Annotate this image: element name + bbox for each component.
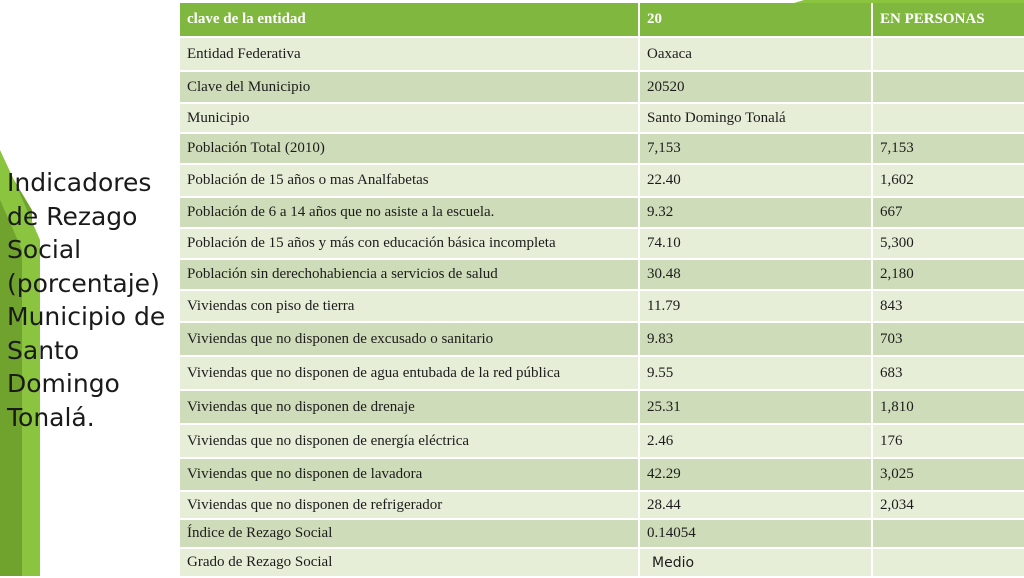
persons-cell: 1,810	[872, 390, 1024, 424]
persons-cell: 683	[872, 356, 1024, 390]
table-row	[180, 390, 1024, 424]
indicator-label-cell: Entidad Federativa	[180, 37, 639, 71]
indicator-label-cell: Población de 6 a 14 años que no asiste a la escuela.	[180, 197, 639, 228]
header-cell: 20	[639, 3, 872, 37]
percentage-cell: 0.14054	[639, 519, 872, 548]
percentage-cell: Santo Domingo Tonalá	[639, 103, 872, 133]
persons-cell	[872, 71, 1024, 103]
percentage-cell: 7,153	[639, 133, 872, 164]
percentage-cell: 11.79	[639, 290, 872, 322]
table-row	[180, 458, 1024, 491]
table-row	[180, 37, 1024, 71]
indicator-label-cell: Grado de Rezago Social	[180, 548, 639, 577]
percentage-cell: 9.55	[639, 356, 872, 390]
percentage-cell: Medio	[639, 548, 872, 577]
indicator-label-cell: Índice de Rezago Social	[180, 519, 639, 548]
header-cell: EN PERSONAS	[872, 3, 1024, 37]
table-row	[180, 519, 1024, 548]
table-row	[180, 103, 1024, 133]
indicator-label-cell: Viviendas que no disponen de drenaje	[180, 390, 639, 424]
percentage-cell: 28.44	[639, 491, 872, 519]
indicator-label-cell: Viviendas que no disponen de excusado o sanitario	[180, 322, 639, 356]
table-row	[180, 71, 1024, 103]
indicator-label-cell: Municipio	[180, 103, 639, 133]
indicator-label-cell: Población de 15 años y más con educación básica incompleta	[180, 228, 639, 259]
table-header-row	[180, 3, 1024, 37]
percentage-cell: 2.46	[639, 424, 872, 458]
indicator-label-cell: Clave del Municipio	[180, 71, 639, 103]
persons-cell	[872, 548, 1024, 577]
table-row	[180, 322, 1024, 356]
table-body	[180, 3, 1024, 577]
persons-cell: 3,025	[872, 458, 1024, 491]
table-row	[180, 356, 1024, 390]
table-row	[180, 424, 1024, 458]
indicator-label-cell: Viviendas que no disponen de refrigerador	[180, 491, 639, 519]
indicator-label-cell: Viviendas que no disponen de lavadora	[180, 458, 639, 491]
table-row	[180, 259, 1024, 290]
percentage-cell: 22.40	[639, 164, 872, 197]
slide-title: Indicadores de Rezago Social (porcentaje) Municipio de Santo Domingo Tonalá.	[7, 168, 166, 432]
table-row	[180, 164, 1024, 197]
indicator-label-cell: Viviendas que no disponen de agua entubada de la red pública	[180, 356, 639, 390]
persons-cell: 1,602	[872, 164, 1024, 197]
table-row	[180, 290, 1024, 322]
persons-cell	[872, 519, 1024, 548]
table-row	[180, 491, 1024, 519]
percentage-cell: 30.48	[639, 259, 872, 290]
table-row	[180, 197, 1024, 228]
indicator-label-cell: Población de 15 años o mas Analfabetas	[180, 164, 639, 197]
persons-cell: 7,153	[872, 133, 1024, 164]
persons-cell: 667	[872, 197, 1024, 228]
indicator-label-cell: Población sin derechohabiencia a servicios de salud	[180, 259, 639, 290]
percentage-cell: 9.32	[639, 197, 872, 228]
persons-cell: 176	[872, 424, 1024, 458]
persons-cell: 843	[872, 290, 1024, 322]
persons-cell: 2,034	[872, 491, 1024, 519]
table-row	[180, 228, 1024, 259]
percentage-cell: 20520	[639, 71, 872, 103]
persons-cell: 2,180	[872, 259, 1024, 290]
indicator-label-cell: Viviendas que no disponen de energía eléctrica	[180, 424, 639, 458]
header-cell: clave de la entidad	[180, 3, 639, 37]
persons-cell	[872, 103, 1024, 133]
percentage-cell: 9.83	[639, 322, 872, 356]
table-row	[180, 548, 1024, 577]
percentage-cell: 25.31	[639, 390, 872, 424]
persons-cell	[872, 37, 1024, 71]
persons-cell: 5,300	[872, 228, 1024, 259]
percentage-cell: 74.10	[639, 228, 872, 259]
percentage-cell: 42.29	[639, 458, 872, 491]
indicator-label-cell: Población Total (2010)	[180, 133, 639, 164]
indicators-table	[180, 3, 1024, 578]
table-row	[180, 133, 1024, 164]
persons-cell: 703	[872, 322, 1024, 356]
indicator-label-cell: Viviendas con piso de tierra	[180, 290, 639, 322]
percentage-cell: Oaxaca	[639, 37, 872, 71]
